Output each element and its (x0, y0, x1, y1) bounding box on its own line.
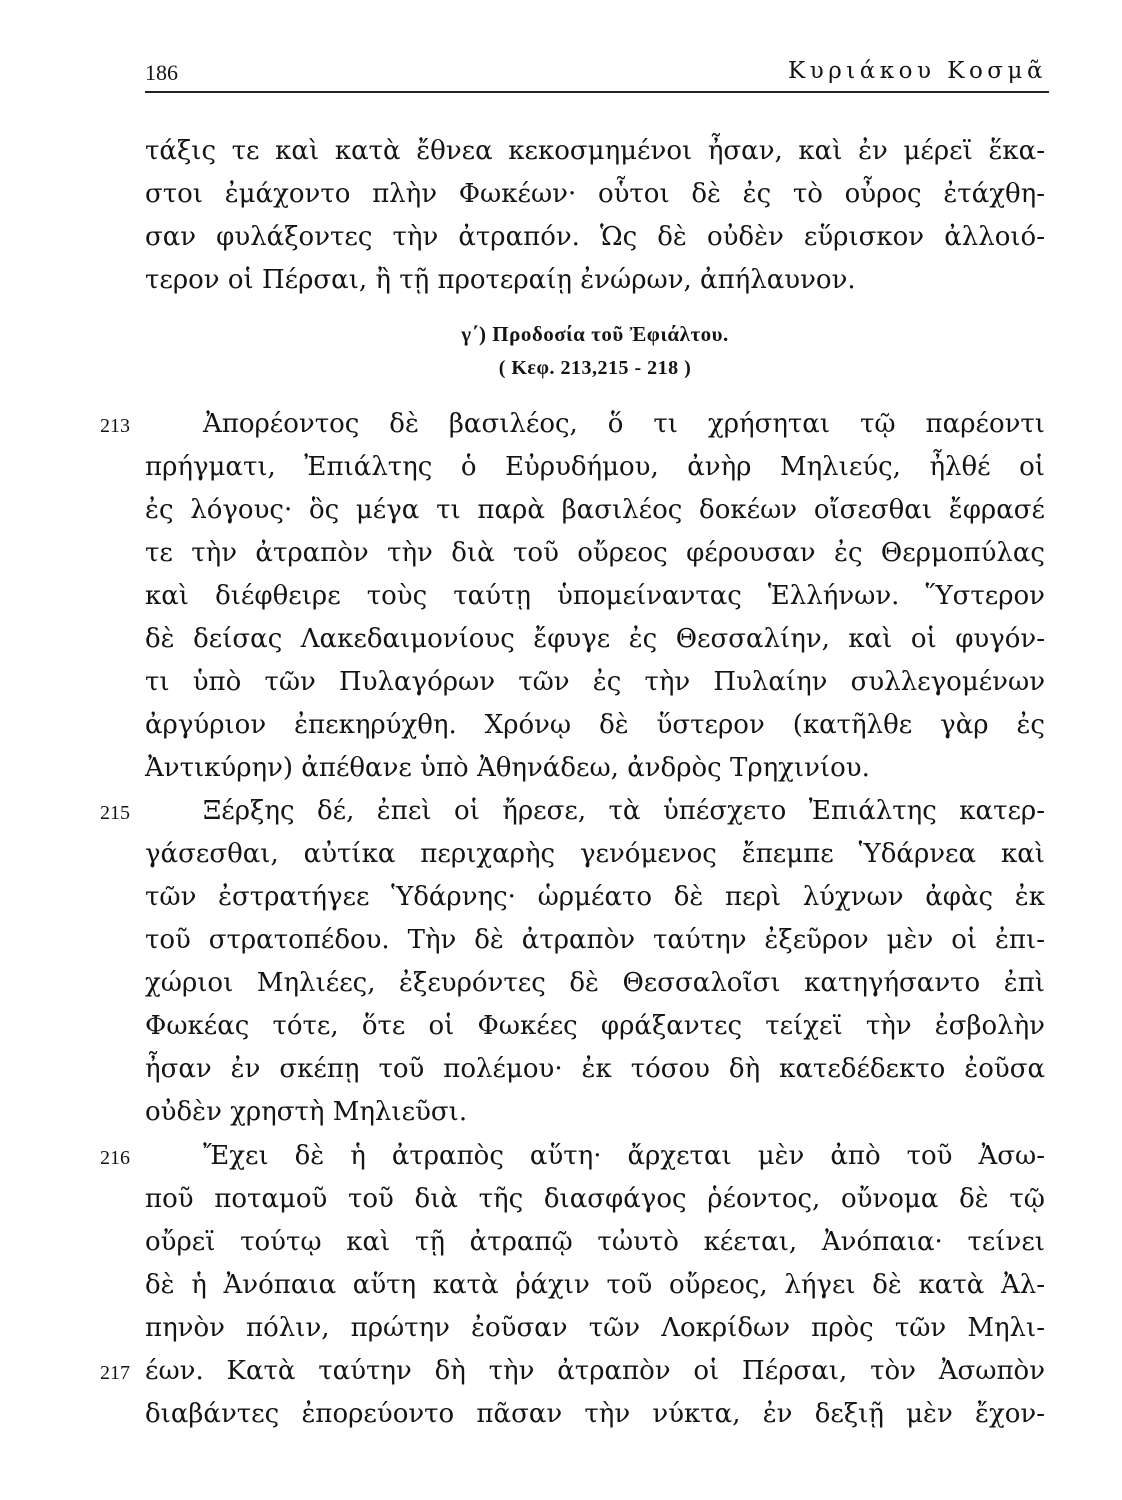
running-header (145, 58, 1047, 88)
text-line: Φωκέας τότε, ὅτε οἱ Φωκέες φράξαντες τείχεϊ τὴν ἐσβολὴν (145, 1011, 1045, 1041)
running-title: Κυριάκου Κοσμᾶ (788, 58, 1047, 84)
text-line: οὔρεϊ τούτῳ καὶ τῇ ἀτραπῷ τὠυτὸ κέεται, Ἀνόπαια· τείνει (145, 1227, 1045, 1257)
text-line: ἀργύριον ἐπεκηρύχθη. Χρόνῳ δὲ ὕστερον (κατῆλθε γὰρ ἐς (145, 710, 1045, 740)
chapter-reference: ( Κεφ. 213,215 - 218 ) (498, 357, 692, 379)
margin-number-217: 217 (100, 1362, 130, 1384)
page-number: 186 (145, 60, 178, 85)
text-line: τερον οἱ Πέρσαι, ἢ τῇ προτεραίῃ ἐνώρων, ἀπήλαυνον. (145, 265, 856, 295)
section-title: γ΄) Προδοσία τοῦ Ἐφιάλτου. (461, 322, 729, 346)
text-line: γάσεσθαι, αὐτίκα περιχαρὴς γενόμενος ἔπεμπε Ὑδάρνεα καὶ (145, 839, 1045, 869)
text-line: έων. Κατὰ ταύτην δὴ τὴν ἀτραπὸν οἱ Πέρσαι, τὸν Ἀσωπὸν (145, 1356, 1045, 1386)
text-line: δὲ ἡ Ἀνόπαια αὕτη κατὰ ῥάχιν τοῦ οὔρεος, λήγει δὲ κατὰ Ἀλ- (145, 1270, 1045, 1300)
text-line: Ἀντικύρην) ἀπέθανε ὑπὸ Ἀθηνάδεω, ἀνδρὸς Τρηχινίου. (145, 753, 870, 783)
text-line: τοῦ στρατοπέδου. Τὴν δὲ ἀτραπὸν ταύτην ἐξεῦρον μὲν οἱ ἐπι- (145, 925, 1045, 955)
margin-number-215: 215 (100, 802, 130, 824)
text-line: σαν φυλάξοντες τὴν ἀτραπόν. Ὡς δὲ οὐδὲν εὕρισκον ἀλλοιό- (145, 222, 1045, 252)
text-line: Ἀπορέοντος δὲ βασιλέος, ὅ τι χρήσηται τῷ παρέοντι (203, 409, 1045, 439)
text-line: πηνὸν πόλιν, πρώτην ἐοῦσαν τῶν Λοκρίδων πρὸς τῶν Μηλι- (145, 1313, 1045, 1343)
margin-number-216: 216 (100, 1147, 130, 1169)
text-line: καὶ διέφθειρε τοὺς ταύτῃ ὑπομείναντας Ἑλλήνων. Ὕστερον (145, 581, 1045, 611)
text-line: Ἔχει δὲ ἡ ἀτραπὸς αὕτη· ἄρχεται μὲν ἀπὸ τοῦ Ἀσω- (203, 1141, 1045, 1171)
text-line: ποῦ ποταμοῦ τοῦ διὰ τῆς διασφάγος ῥέοντος, οὔνομα δὲ τῷ (145, 1184, 1045, 1214)
text-line: πρήγματι, Ἐπιάλτης ὁ Εὐρυδήμου, ἀνὴρ Μηλιεύς, ἦλθέ οἱ (145, 452, 1045, 482)
text-line: ἐς λόγους· ὃς μέγα τι παρὰ βασιλέος δοκέων οἴσεσθαι ἔφρασέ (145, 495, 1045, 525)
text-line: οὐδὲν χρηστὴ Μηλιεῦσι. (145, 1097, 468, 1127)
text-line: τάξις τε καὶ κατὰ ἔθνεα κεκοσμημένοι ἦσαν, καὶ ἐν μέρεϊ ἕκα- (145, 136, 1045, 166)
text-line: στοι ἐμάχοντο πλὴν Φωκέων· οὗτοι δὲ ἐς τὸ οὖρος ἐτάχθη- (145, 179, 1045, 209)
text-line: τῶν ἐστρατήγεε Ὑδάρνης· ὡρμέατο δὲ περὶ λύχνων ἀφὰς ἐκ (145, 882, 1045, 912)
margin-number-213: 213 (100, 415, 130, 437)
text-line: ἦσαν ἐν σκέπῃ τοῦ πολέμου· ἐκ τόσου δὴ κατεδέδεκτο ἐοῦσα (145, 1054, 1045, 1084)
header-rule (145, 91, 1049, 93)
text-line: δὲ δείσας Λακεδαιμονίους ἔφυγε ἐς Θεσσαλίην, καὶ οἱ φυγόν- (145, 624, 1045, 654)
text-line: Ξέρξης δέ, ἐπεὶ οἱ ἤρεσε, τὰ ὑπέσχετο Ἐπιάλτης κατερ- (203, 796, 1045, 826)
text-line: τι ὑπὸ τῶν Πυλαγόρων τῶν ἐς τὴν Πυλαίην συλλεγομένων (145, 667, 1045, 697)
text-line: χώριοι Μηλιέες, ἐξευρόντες δὲ Θεσσαλοῖσι κατηγήσαντο ἐπὶ (145, 968, 1045, 998)
text-line: διαβάντες ἐπορεύοντο πᾶσαν τὴν νύκτα, ἐν δεξιῇ μὲν ἔχον- (145, 1399, 1045, 1429)
text-line: τε τὴν ἀτραπὸν τὴν διὰ τοῦ οὔρεος φέρουσαν ἐς Θερμοπύλας (145, 538, 1045, 568)
